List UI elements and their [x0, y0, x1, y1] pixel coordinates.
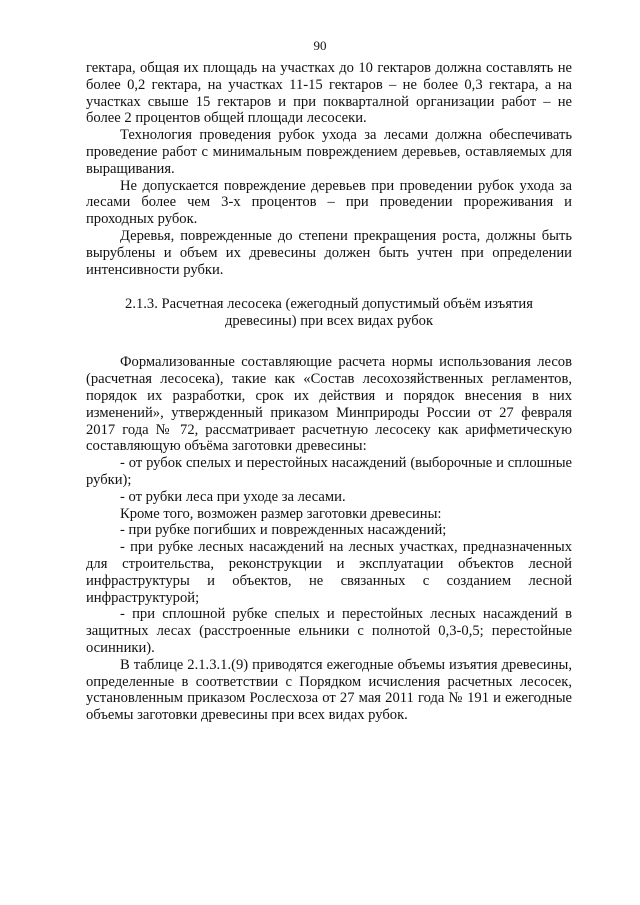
list-item: - при рубке погибших и поврежденных насаждений; [120, 522, 447, 539]
paragraph-table-reference: В таблице 2.1.3.1.(9) приводятся ежегодные объемы изъятия древесины, определенные в соответствии с Порядком исчисления расчетных лесосек, установленным приказом Рослесхоза от 27 мая 2011 года № 191 и ежегодные объемы заготовки древесины при всех видах рубок. [86, 656, 572, 724]
paragraph-technology: Технология проведения рубок ухода за лесами должна обеспечивать проведение работ с минимальным повреждением деревьев, оставляемых для выращивания. [86, 127, 572, 177]
paragraph-additional: Кроме того, возможен размер заготовки древесины: [120, 505, 442, 522]
list-item: - при рубке лесных насаждений на лесных участках, предназначенных для строительства, реконструкции и эксплуатации объектов лесной инфраструктуры и объектов, не связанных с созданием лесной инфраструктурой; [86, 539, 572, 606]
list-item: - при сплошной рубке спелых и перестойных лесных насаждений в защитных лесах (расстроенные ельники с полнотой 0,3-0,5; перестойные осинники). [86, 606, 572, 656]
list-item: - от рубки леса при уходе за лесами. [120, 488, 346, 505]
paragraph-continuation: гектара, общая их площадь на участках до 10 гектаров должна составлять не более 0,2 гектара, на участках 11-15 гектаров – не более 0,3 гектара, а на участках свыше 15 гектаров и при покварталной организации работ – не более 2 процентов общей площади лесосеки. [86, 60, 572, 127]
paragraph-damage-limit: Не допускается повреждение деревьев при проведении рубок ухода за лесами более чем 3-х процентов – при проведении прореживания и проходных рубок. [86, 177, 572, 228]
spacer [86, 278, 572, 296]
paragraph-damaged-trees: Деревья, поврежденные до степени прекращения роста, должны быть вырублены и объем их древесины должен быть учтен при определении интенсивности рубки. [86, 227, 572, 278]
paragraph-formalized: Формализованные составляющие расчета нормы использования лесов (расчетная лесосека), такие как «Состав лесохозяйственных регламентов, порядок их разработки, срок их действия и порядок внесения в них изменений», утвержденный приказом Минприроды России от 27 февраля 2017 года № 72, рассматривает расчетную лесосеку как арифметическую составляющую объёма заготовки древесины: [86, 354, 572, 455]
section-heading: 2.1.3. Расчетная лесосека (ежегодный допустимый объём изъятия древесины) при всех видах рубок [125, 296, 533, 330]
list-item: - от рубок спелых и перестойных насаждений (выборочные и сплошные рубки); [86, 455, 572, 488]
spacer [86, 330, 572, 354]
page-body [86, 60, 572, 724]
page-number: 90 [313, 38, 327, 53]
